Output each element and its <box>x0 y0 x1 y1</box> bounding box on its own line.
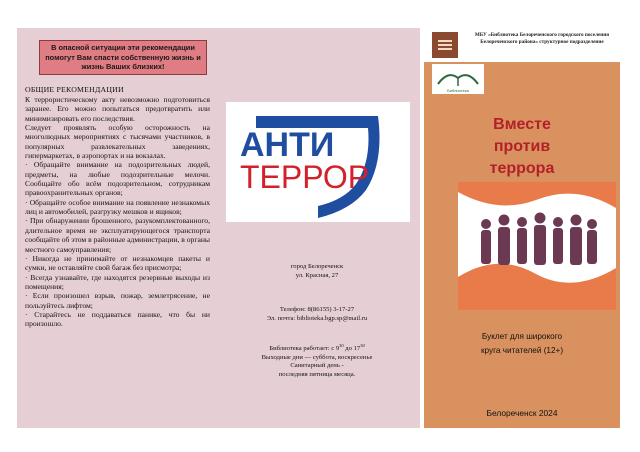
left-panel <box>17 28 214 428</box>
booklet-audience <box>424 330 620 358</box>
hours-mid: до 17 <box>343 345 361 353</box>
hours-to-minutes: 30 <box>360 343 365 348</box>
days-off-line: Выходные дни — суббота, воскресенье <box>261 353 373 361</box>
city-line: город Белореченск <box>290 263 344 270</box>
title-line: Вместе <box>493 116 551 133</box>
library-logo <box>432 64 484 94</box>
booklet-title <box>424 114 620 180</box>
menu-icon <box>432 32 458 58</box>
middle-panel <box>214 28 420 428</box>
sanitary-line: Санитарный день - <box>290 362 344 370</box>
audience-line: Буклет для широкого <box>481 332 563 341</box>
street-line: ул. Красная, 27 <box>295 271 339 279</box>
right-panel <box>424 28 620 428</box>
address <box>214 263 420 280</box>
recommendations-text <box>25 95 210 329</box>
phone-line: Телефон: 8(86155) 3-17-27 <box>279 306 355 313</box>
people-hands-icon <box>458 182 616 310</box>
antiterror-logo <box>226 102 410 222</box>
book-icon <box>432 64 484 94</box>
logo-word-anti: АНТИ <box>240 126 335 164</box>
recommendation-paragraph: · Обращайте особое внимание на появление незнакомых лиц и автомобилей, разгрузку мешков и ящиков; <box>25 197 210 217</box>
recommendation-paragraph: · Всегда узнавайте, где находятся резервные выходы из помещения; <box>25 272 210 291</box>
hours-from-minutes: 30 <box>339 343 344 348</box>
warning-box: В опасной ситуации эти рекомендации помогут Вам спасти собственную жизнь и жизнь Ваших близких! <box>39 40 207 75</box>
audience-line: круга читателей (12+) <box>480 346 564 355</box>
recommendation-paragraph: · Старайтесь не поддаваться панике, что бы ни произошло. <box>25 309 210 329</box>
email-line: Эл. почта: biblioteka.bgp.sp@mail.ru <box>266 314 368 322</box>
contacts <box>214 306 420 323</box>
sanitary-when-line: последняя пятница месяца. <box>278 370 356 378</box>
logo-word-terror: ТЕРРОР <box>240 159 370 195</box>
library-logo-text: Библиотека <box>447 88 469 93</box>
shield-icon <box>226 102 410 222</box>
recommendation-paragraph: · При обнаружении брошенного, разукомплектованного, длительное время не эксплуатирующегося транспорта сообщайте об этом в районные администрации, в органы местного самоуправления; <box>25 216 210 254</box>
working-hours <box>214 342 420 380</box>
general-recommendations-title: ОБЩИЕ РЕКОМЕНДАЦИИ <box>25 85 124 94</box>
header-strip <box>424 28 620 62</box>
recommendation-paragraph: Следует проявлять особую осторожность на многолюдных мероприятиях с тысячами участников, в популярных развлекательных заведениях, гипермаркетах, в аэропортах и на вокзалах. <box>25 123 210 161</box>
organization-name: МБУ «Библиотека Белореченского городского поселения Белореченского района» структурное подразделение <box>474 32 610 45</box>
city-year: Белореченск 2024 <box>486 408 558 418</box>
title-line: против <box>493 138 551 155</box>
recommendation-paragraph: · Обращайте внимание на подозрительных людей, предметы, на любые подозрительные мелочи. Сообщайте обо всём подозрительном, сотрудникам правоохранительных органов; <box>25 160 210 198</box>
people-illustration <box>458 182 616 310</box>
recommendation-paragraph: · Никогда не принимайте от незнакомцев пакеты и сумки, не оставляйте свой багаж без присмотра; <box>25 253 210 273</box>
title-line: террора <box>489 160 555 177</box>
hours-line <box>214 342 420 354</box>
recommendation-paragraph: К террористическому акту невозможно подготовиться заранее. Его можно попытаться предотвратить или минимизировать его последствия. <box>25 95 210 123</box>
hours-prefix: Библиотека работает: с 9 <box>269 345 340 353</box>
recommendation-paragraph: · Если произошел взрыв, пожар, землетрясение, не пользуйтесь лифтом; <box>25 291 210 310</box>
